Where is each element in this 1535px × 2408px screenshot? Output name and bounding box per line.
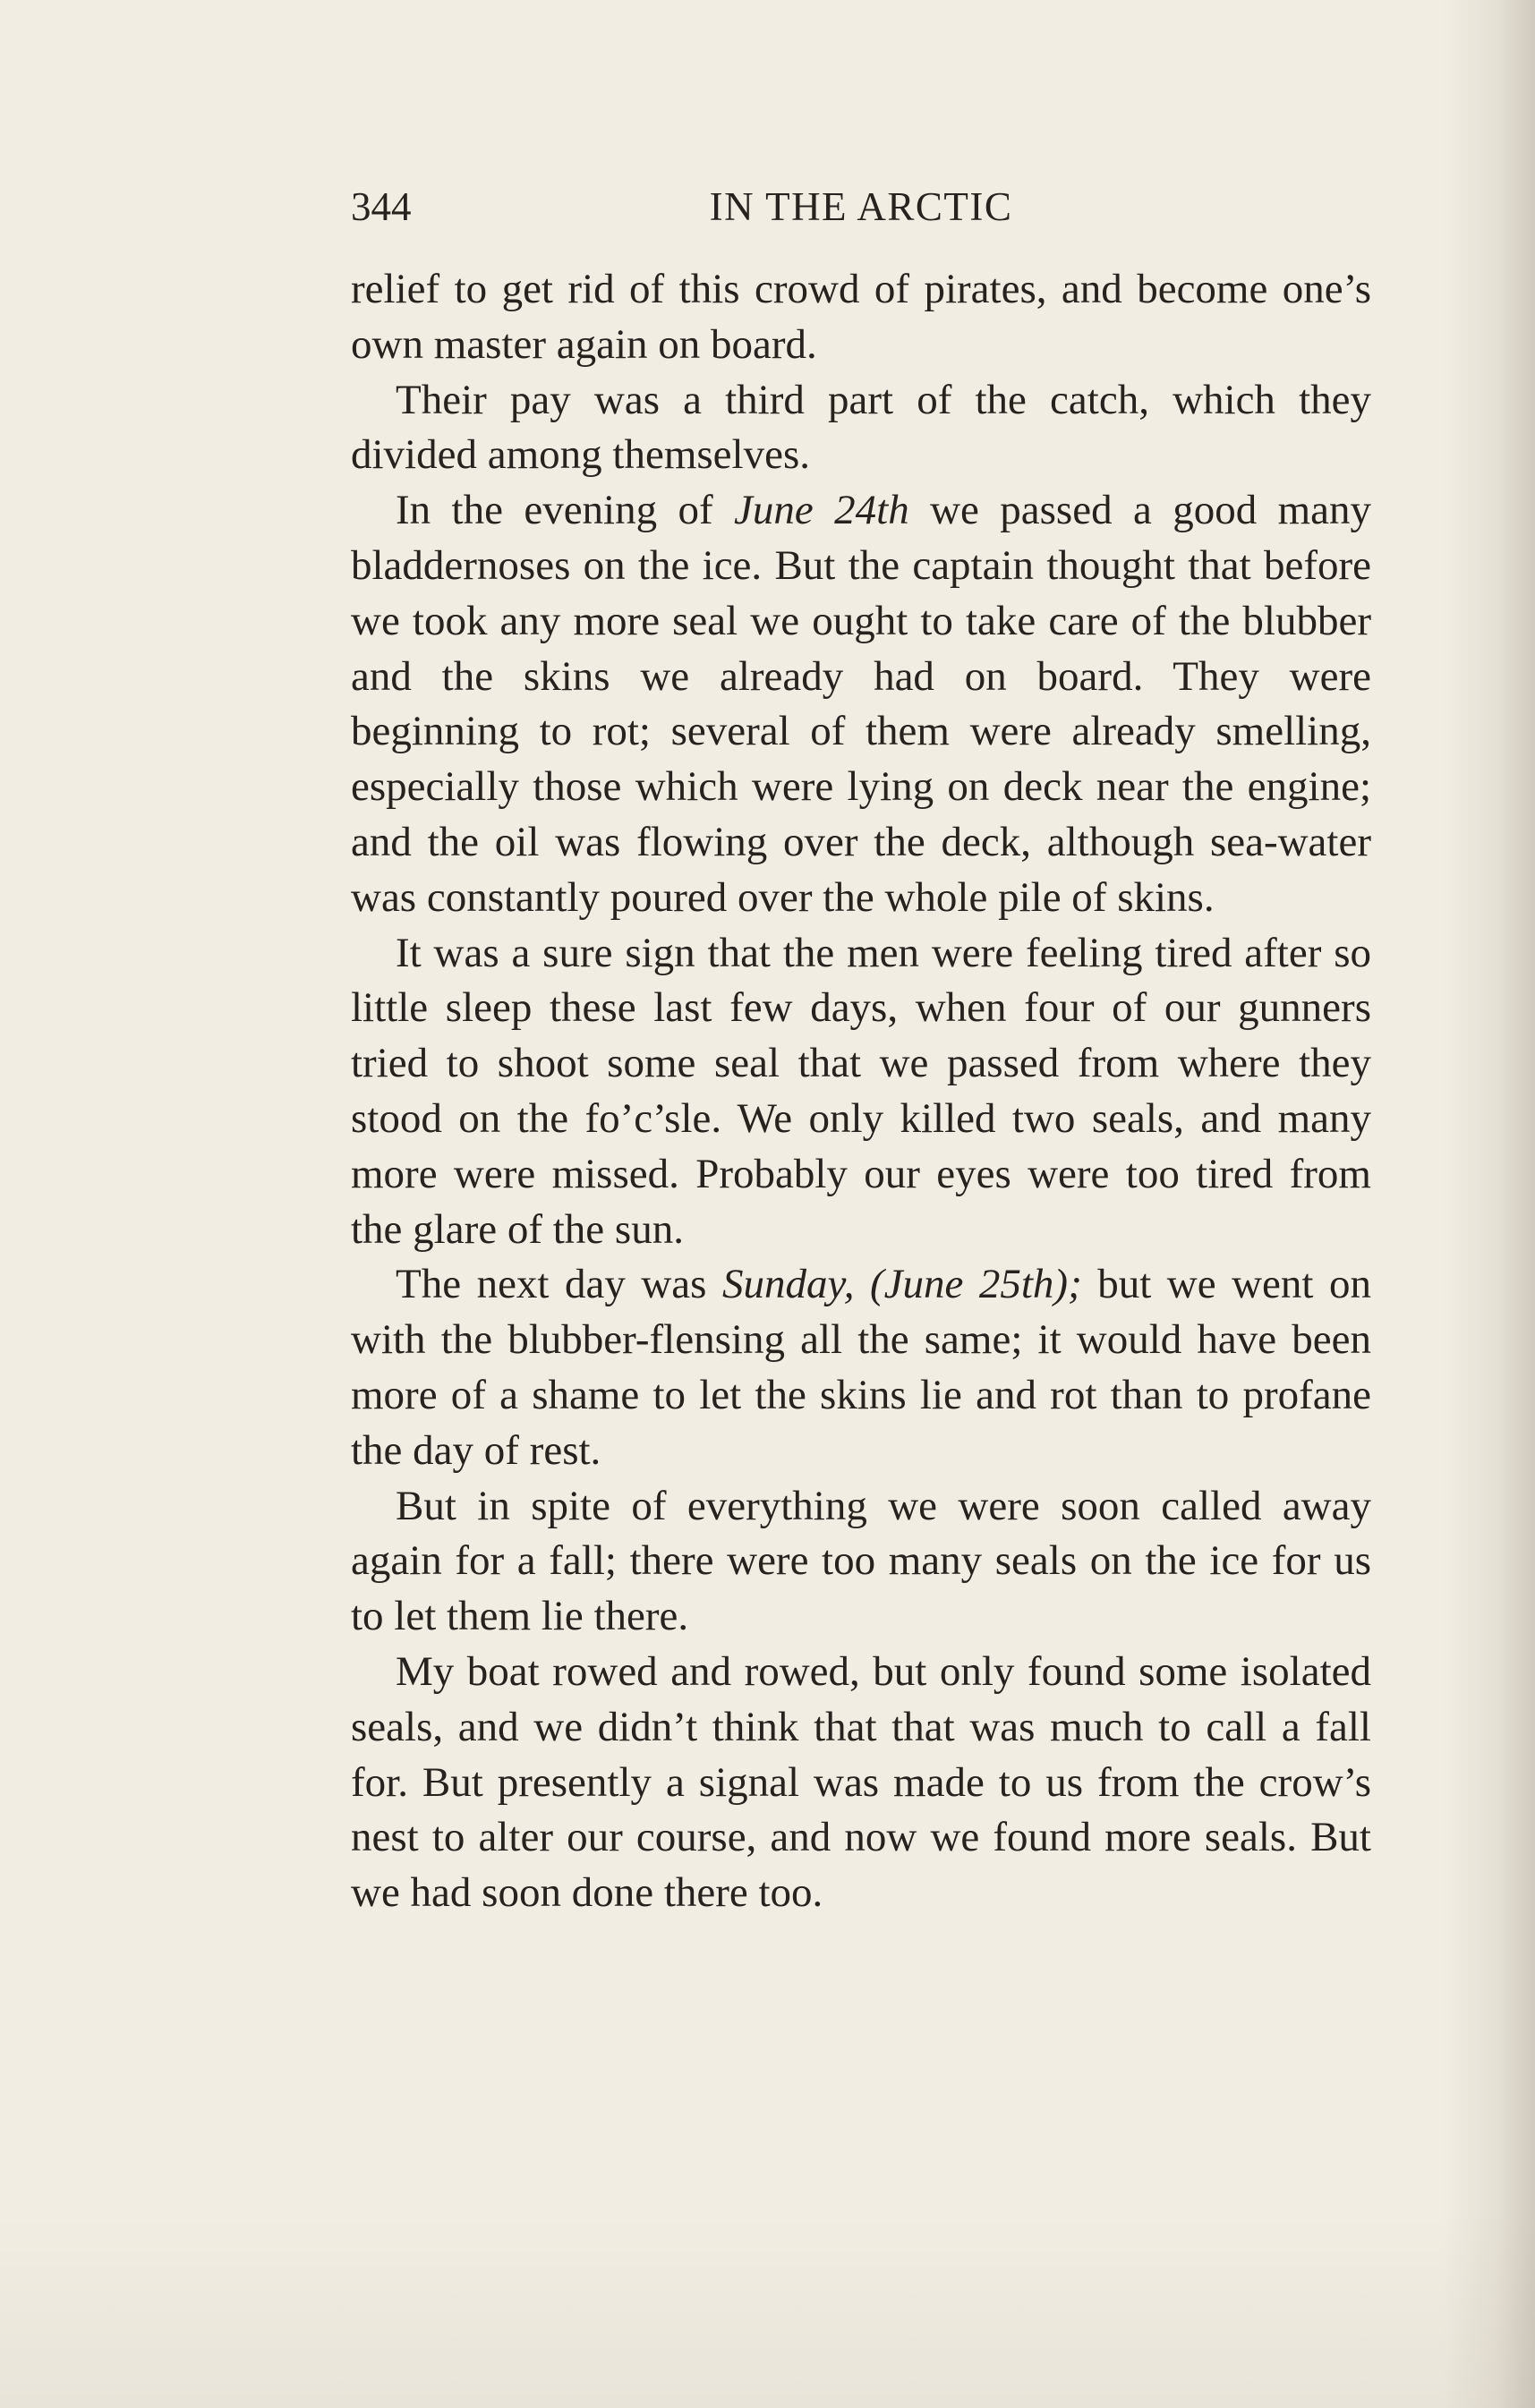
paragraph: In the evening of June 24th we passed a good many bladdernoses on the ice. But the captain thought that before we took any more seal we ought to take care of the blubber and the skins we already had on board. They were beginning to rot; several of them were already smelling, especially those which were lying on deck near the engine; and the oil was flowing over the deck, although sea-water was constantly poured over the whole pile of skins. — [351, 487, 1371, 921]
page-header — [351, 175, 1371, 238]
page-number: 344 — [351, 184, 412, 229]
running-head: IN THE ARCTIC — [709, 184, 1013, 229]
body-text — [351, 262, 1371, 1921]
paragraph: It was a sure sign that the men were feeling tired after so little sleep these last few days, when four of our gunners tried to shoot some seal that we passed from where they stood on the fo’c’sle. We only killed two seals, and many more were missed. Probably our eyes were too tired from the glare of the sun. — [351, 929, 1371, 1253]
paragraph: Their pay was a third part of the catch, which they divided among themselves. — [351, 376, 1371, 479]
date-italic: Sunday, (June 25th); — [721, 1261, 1082, 1308]
paragraph: But in spite of everything we were soon called away again for a fall; there were too many seals on the ice for us to let them lie there. — [351, 1482, 1371, 1640]
paragraph: The next day was Sunday, (June 25th); but we went on with the blubber-flensing all the same; it would have been more of a shame to let the skins lie and rot than to profane the day of rest. — [351, 1261, 1371, 1474]
date-italic: June 24th — [734, 487, 909, 534]
paragraph: relief to get rid of this crowd of pirates, and become one’s own master again on board. — [351, 266, 1371, 368]
paragraph: My boat rowed and rowed, but only found some isolated seals, and we didn’t think that that was much to call a fall for. But presently a signal was made to us from the crow’s nest to alter our course, and now we found more seals. But we had soon done there too. — [351, 1647, 1371, 1917]
